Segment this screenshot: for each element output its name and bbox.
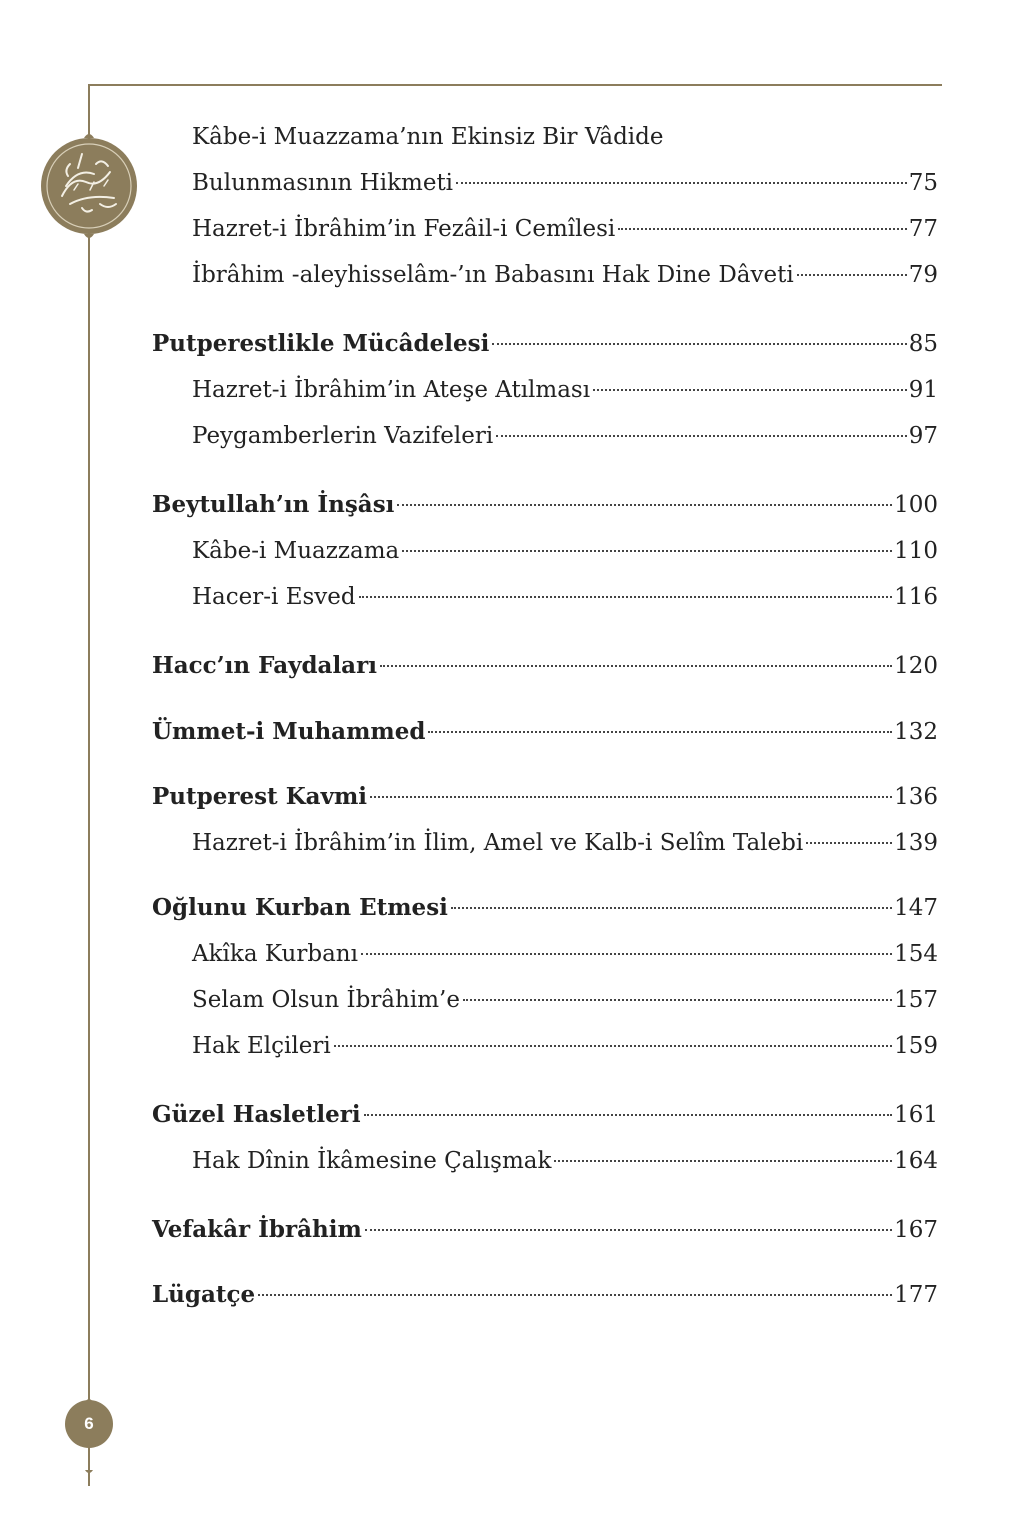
toc-dot-leader (380, 665, 892, 667)
toc-dot-leader (364, 1114, 892, 1116)
toc-entry-title: Oğlunu Kurban Etmesi (152, 894, 448, 921)
toc-dot-leader (365, 1229, 892, 1231)
toc-dot-leader (361, 953, 892, 955)
toc-subsection-entry[interactable] (192, 981, 938, 1019)
toc-dot-leader (258, 1294, 892, 1296)
toc-subsection-entry[interactable] (192, 532, 938, 570)
toc-entry-title: Peygamberlerin Vazifeleri (192, 423, 494, 449)
toc-entry-page: 120 (894, 653, 938, 679)
toc-section-entry[interactable] (152, 647, 938, 685)
toc-subsection-entry[interactable] (192, 935, 938, 973)
toc-dot-leader (496, 435, 907, 437)
toc-dot-leader (370, 796, 892, 798)
page-number: 6 (84, 1414, 94, 1433)
toc-entry-title: Kâbe-i Muazzama’nın Ekinsiz Bir Vâdide (192, 124, 664, 150)
toc-entry-page: 132 (894, 719, 938, 745)
toc-section-entry[interactable] (152, 486, 938, 524)
toc-entry-title: Lügatçe (152, 1281, 256, 1308)
toc-entry-page: 97 (908, 423, 938, 449)
calligraphy-medallion-icon (38, 124, 140, 248)
toc-entry-title: Hacer-i Esved (192, 584, 356, 610)
toc-section-entry[interactable] (152, 1096, 938, 1134)
toc-entry-page: 79 (908, 262, 938, 288)
toc-entry-title: Bulunmasının Hikmeti (192, 170, 454, 196)
toc-entry-page: 161 (894, 1102, 938, 1128)
toc-entry-page: 75 (908, 170, 938, 196)
toc-dot-leader (451, 907, 892, 909)
toc-dot-leader (492, 343, 906, 345)
toc-subsection-entry[interactable] (192, 1027, 938, 1065)
toc-dot-leader (456, 182, 907, 184)
toc-entry-page: 91 (908, 377, 938, 403)
toc-subsection-entry[interactable] (192, 256, 938, 294)
toc-entry-title: Kâbe-i Muazzama (192, 538, 400, 564)
toc-section-entry[interactable] (152, 325, 938, 363)
toc-entry-title: Hazret-i İbrâhim’in Ateşe Atılması (192, 377, 591, 403)
toc-entry-page: 154 (894, 941, 938, 967)
toc-subsection-entry[interactable] (192, 118, 938, 156)
toc-entry-page: 147 (894, 895, 938, 921)
toc-section-entry[interactable] (152, 713, 938, 751)
toc-entry-title: Putperest Kavmi (152, 783, 368, 810)
toc-entry-page: 116 (894, 584, 938, 610)
toc-dot-leader (618, 228, 906, 230)
toc-entry-title: Güzel Hasletleri (152, 1101, 361, 1128)
toc-subsection-entry[interactable] (192, 371, 938, 409)
toc-entry-page: 136 (894, 784, 938, 810)
toc-dot-leader (554, 1160, 892, 1162)
toc-dot-leader (334, 1045, 892, 1047)
toc-entry-page: 157 (894, 987, 938, 1013)
toc-dot-leader (593, 389, 907, 391)
toc-entry-title: Putperestlikle Mücâdelesi (152, 330, 490, 357)
toc-entry-title: Hacc’ın Faydaları (152, 652, 377, 679)
toc-subsection-entry[interactable] (192, 417, 938, 455)
toc-entry-title: Hak Elçileri (192, 1033, 331, 1059)
toc-entry-page: 167 (894, 1217, 938, 1243)
toc-entry-page: 100 (894, 492, 938, 518)
toc-dot-leader (806, 842, 892, 844)
page-number-badge (62, 1396, 116, 1488)
toc-entry-title: Akîka Kurbanı (192, 941, 358, 967)
toc-dot-leader (397, 504, 892, 506)
toc-dot-leader (797, 274, 907, 276)
toc-entry-page: 85 (908, 331, 938, 357)
toc-entry-page: 77 (908, 216, 938, 242)
toc-entry-title: Hazret-i İbrâhim’in İlim, Amel ve Kalb-i Selîm Talebi (192, 830, 804, 856)
frame-left-rule (88, 84, 90, 1479)
toc-entry-title: Vefakâr İbrâhim (152, 1216, 362, 1243)
toc-subsection-entry[interactable] (192, 1142, 938, 1180)
toc-entry-title: Hak Dînin İkâmesine Çalışmak (192, 1148, 552, 1174)
toc-dot-leader (463, 999, 892, 1001)
toc-entry-page: 139 (894, 830, 938, 856)
toc-entry-title: Hazret-i İbrâhim’in Fezâil-i Cemîlesi (192, 216, 616, 242)
toc-section-entry[interactable] (152, 1276, 938, 1314)
toc-section-entry[interactable] (152, 778, 938, 816)
toc-entry-title: Beytullah’ın İnşâsı (152, 491, 395, 518)
toc-dot-leader (359, 596, 892, 598)
toc-entry-title: Selam Olsun İbrâhim’e (192, 987, 460, 1013)
toc-subsection-entry[interactable] (192, 210, 938, 248)
toc-subsection-entry[interactable] (192, 824, 938, 862)
toc-dot-leader (402, 550, 892, 552)
toc-entry-page: 159 (894, 1033, 938, 1059)
toc-entry-title: İbrâhim -aleyhisselâm-’ın Babasını Hak Dine Dâveti (192, 262, 794, 288)
frame-top-rule (88, 84, 942, 86)
toc-subsection-entry[interactable] (192, 164, 938, 202)
toc-subsection-entry[interactable] (192, 578, 938, 616)
toc-entry-page: 177 (894, 1282, 938, 1308)
toc-dot-leader (428, 731, 892, 733)
toc-section-entry[interactable] (152, 1211, 938, 1249)
toc-entry-page: 164 (894, 1148, 938, 1174)
toc-entry-page: 110 (894, 538, 938, 564)
toc-section-entry[interactable] (152, 889, 938, 927)
toc-entry-title: Ümmet-i Muhammed (152, 718, 426, 745)
